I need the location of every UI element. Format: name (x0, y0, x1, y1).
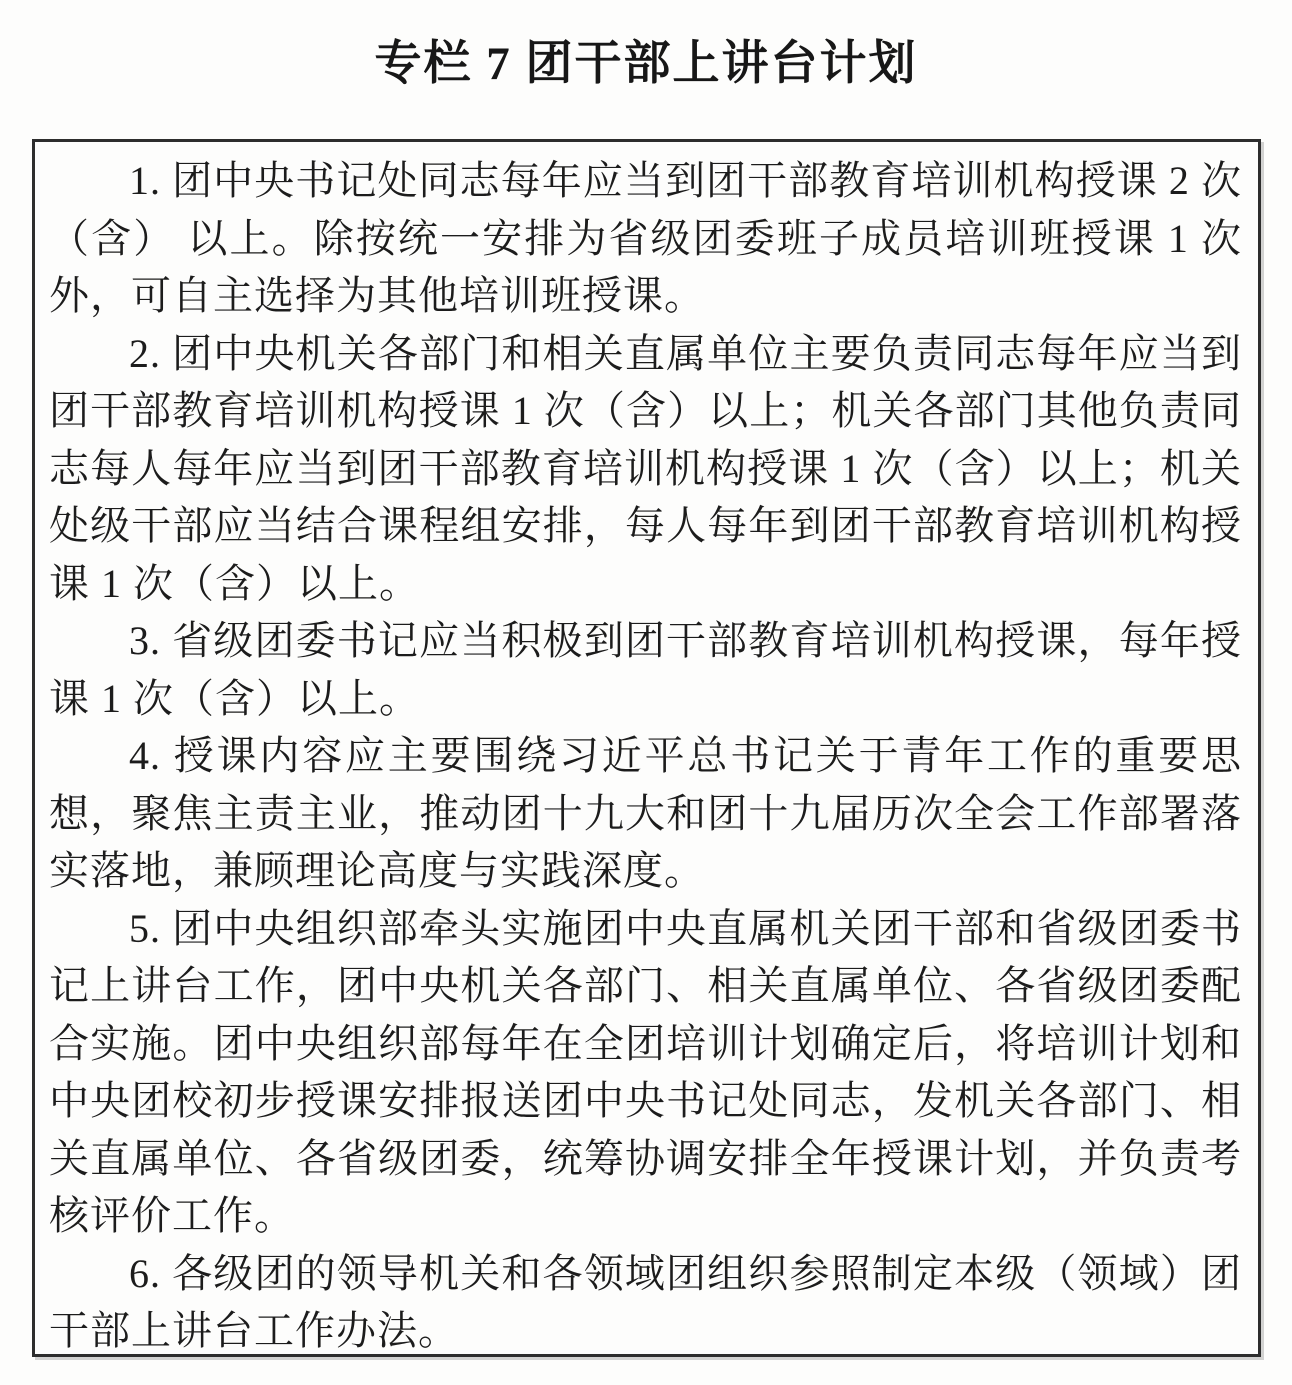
paragraph-3: 3. 省级团委书记应当积极到团干部教育培训机构授课，每年授课 1 次（含）以上。 (49, 618, 1242, 721)
paragraph-1: 1. 团中央书记处同志每年应当到团干部教育培训机构授课 2 次（含） 以上。除按统一安排为省级团委班子成员培训班授课 1 次外，可自主选择为其他培训班授课。 (49, 158, 1242, 318)
callout-box (32, 139, 1261, 1357)
paragraph-2: 2. 团中央机关各部门和相关直属单位主要负责同志每年应当到团干部教育培训机构授课 1 次（含）以上；机关各部门其他负责同志每人每年应当到团干部教育培训机构授课 1 次（含）以上；机关处级干部应当结合课程组安排，每人每年到团干部教育培训机构授课 1 次（含）以上。 (49, 330, 1242, 606)
paragraph-4: 4. 授课内容应主要围绕习近平总书记关于青年工作的重要思想，聚焦主责主业，推动团十九大和团十九届历次全会工作部署落实落地，兼顾理论高度与实践深度。 (49, 733, 1242, 893)
page-title: 专栏 7 团干部上讲台计划 (374, 38, 918, 90)
paragraph-5: 5. 团中央组织部牵头实施团中央直属机关团干部和省级团委书记上讲台工作，团中央机关各部门、相关直属单位、各省级团委配合实施。团中央组织部每年在全团培训计划确定后，将培训计划和中央团校初步授课安排报送团中央书记处同志，发机关各部门、相关直属单位、各省级团委，统筹协调安排全年授课计划，并负责考核评价工作。 (49, 905, 1242, 1238)
paragraph-6: 6. 各级团的领导机关和各领域团组织参照制定本级（领域）团干部上讲台工作办法。 (49, 1250, 1242, 1353)
